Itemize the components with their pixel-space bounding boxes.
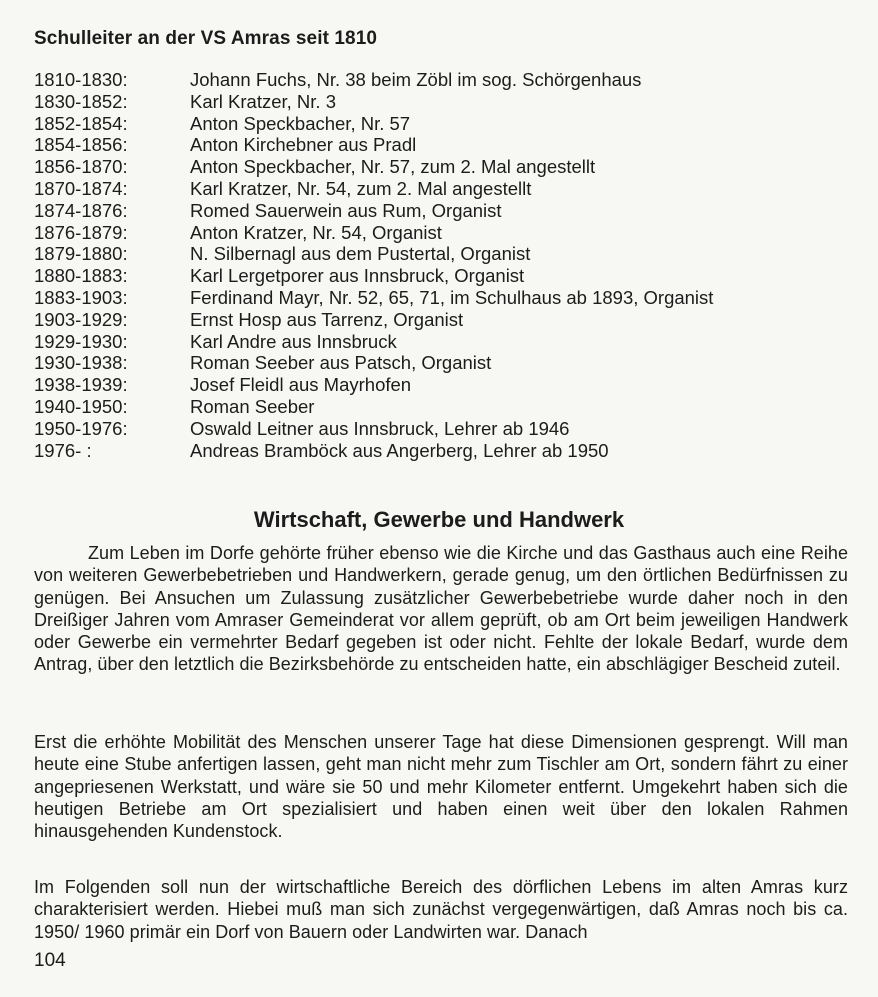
paragraph-3: Im Folgenden soll nun der wirtschaftliche Bereich des dörflichen Lebens im alten Amras kurz charakterisiert werden. Hiebei muß man sich zunächst vergegenwärtigen, daß Amras noch bis ca. 1950/ 1960 primär ein Dorf von Bauern oder Landwirten war. Danach — [34, 877, 848, 942]
list-item-years: 1854-1856: — [34, 134, 128, 156]
list-item — [34, 396, 854, 418]
list-item-years: 1852-1854: — [34, 112, 128, 134]
list-item — [34, 243, 854, 265]
list-item-name: Karl Kratzer, Nr. 3 — [190, 90, 336, 112]
list-item-name: Johann Fuchs, Nr. 38 beim Zöbl im sog. Schörgenhaus — [190, 69, 642, 90]
list-item-years: 1810-1830: — [34, 69, 128, 90]
list-item-years: 1976- : — [34, 439, 92, 461]
list-item — [34, 331, 854, 353]
list-item — [34, 156, 854, 178]
list-item — [34, 418, 854, 440]
list-item — [34, 265, 854, 287]
school-heads-heading: Schulleiter an der VS Amras seit 1810 — [34, 28, 378, 49]
list-item-name: Karl Andre aus Innsbruck — [190, 330, 397, 352]
list-item-name: Anton Kratzer, Nr. 54, Organist — [190, 221, 442, 243]
list-item-name: Anton Kirchebner aus Pradl — [190, 134, 417, 156]
list-item — [34, 178, 854, 200]
list-item — [34, 309, 854, 331]
list-item-years: 1930-1938: — [34, 352, 128, 374]
list-item-years: 1903-1929: — [34, 308, 128, 330]
list-item-name: Roman Seeber aus Patsch, Organist — [190, 352, 492, 374]
paragraph-2: Erst die erhöhte Mobilität des Menschen unserer Tage hat diese Dimensionen gesprengt. Will man heute eine Stube anfertigen lassen, geht man nicht mehr zum Tischler am Ort, sondern fährt zu einer angepriesenen Werkstatt, und wäre sie 50 und mehr Kilometer entfernt. Umgekehrt haben sich die heutigen Betriebe am Ort spezialisiert und haben einen weit über den lokalen Rahmen hinausgehenden Kundenstock. — [34, 732, 848, 842]
list-item-name: N. Silbernagl aus dem Pustertal, Organist — [190, 243, 531, 265]
list-item-name: Anton Speckbacher, Nr. 57, zum 2. Mal angestellt — [190, 156, 596, 178]
list-item-name: Andreas Bramböck aus Angerberg, Lehrer ab 1950 — [190, 439, 609, 461]
list-item-years: 1856-1870: — [34, 156, 128, 178]
list-item — [34, 287, 854, 309]
list-item-name: Josef Fleidl aus Mayrhofen — [190, 374, 412, 396]
list-item — [34, 200, 854, 222]
list-item-years: 1876-1879: — [34, 221, 128, 243]
list-item-years: 1938-1939: — [34, 374, 128, 396]
list-item — [34, 440, 854, 462]
list-item — [34, 134, 854, 156]
list-item-years: 1870-1874: — [34, 177, 128, 199]
list-item-years: 1879-1880: — [34, 243, 128, 265]
list-item-name: Romed Sauerwein aus Rum, Organist — [190, 199, 502, 221]
list-item-years: 1940-1950: — [34, 395, 128, 417]
list-item — [34, 91, 854, 113]
list-item-name: Oswald Leitner aus Innsbruck, Lehrer ab 1946 — [190, 417, 570, 439]
list-item-years: 1883-1903: — [34, 286, 128, 308]
list-item — [34, 222, 854, 244]
list-item — [34, 374, 854, 396]
list-item — [34, 352, 854, 374]
list-item-years: 1950-1976: — [34, 417, 128, 439]
list-item-years: 1830-1852: — [34, 90, 128, 112]
school-heads-list — [34, 69, 854, 461]
list-item-years: 1880-1883: — [34, 265, 128, 287]
section-title: Wirtschaft, Gewerbe und Handwerk — [253, 507, 625, 532]
list-item — [34, 69, 854, 91]
page-number: 104 — [34, 950, 66, 971]
paragraph-1: Zum Leben im Dorfe gehörte früher ebenso wie die Kirche und das Gasthaus auch eine Reihe von weiteren Gewerbebetrieben und Handwerkern, gerade genug, um den örtlichen Bedürfnissen zu genügen. Bei Ansuchen um Zulassung zusätzlicher Gewerbebetriebe wurde daher noch in den Dreißiger Jahren vom Amraser Gemeinderat vor allem geprüft, ob am Ort beim jeweiligen Handwerk oder Gewerbe ein vermehrter Bedarf gegeben ist oder nicht. Fehlte der lokale Bedarf, wurde dem Antrag, über den letztlich die Bezirksbehörde zu entscheiden hatte, ein abschlägiger Bescheid zuteil. — [34, 543, 848, 675]
list-item-name: Ferdinand Mayr, Nr. 52, 65, 71, im Schulhaus ab 1893, Organist — [190, 286, 714, 308]
list-item-name: Anton Speckbacher, Nr. 57 — [190, 112, 411, 134]
list-item-name: Karl Kratzer, Nr. 54, zum 2. Mal angestellt — [190, 177, 532, 199]
list-item — [34, 113, 854, 135]
list-item-name: Karl Lergetporer aus Innsbruck, Organist — [190, 265, 525, 287]
list-item-name: Ernst Hosp aus Tarrenz, Organist — [190, 308, 464, 330]
list-item-years: 1874-1876: — [34, 199, 128, 221]
list-item-name: Roman Seeber — [190, 395, 315, 417]
list-item-years: 1929-1930: — [34, 330, 128, 352]
